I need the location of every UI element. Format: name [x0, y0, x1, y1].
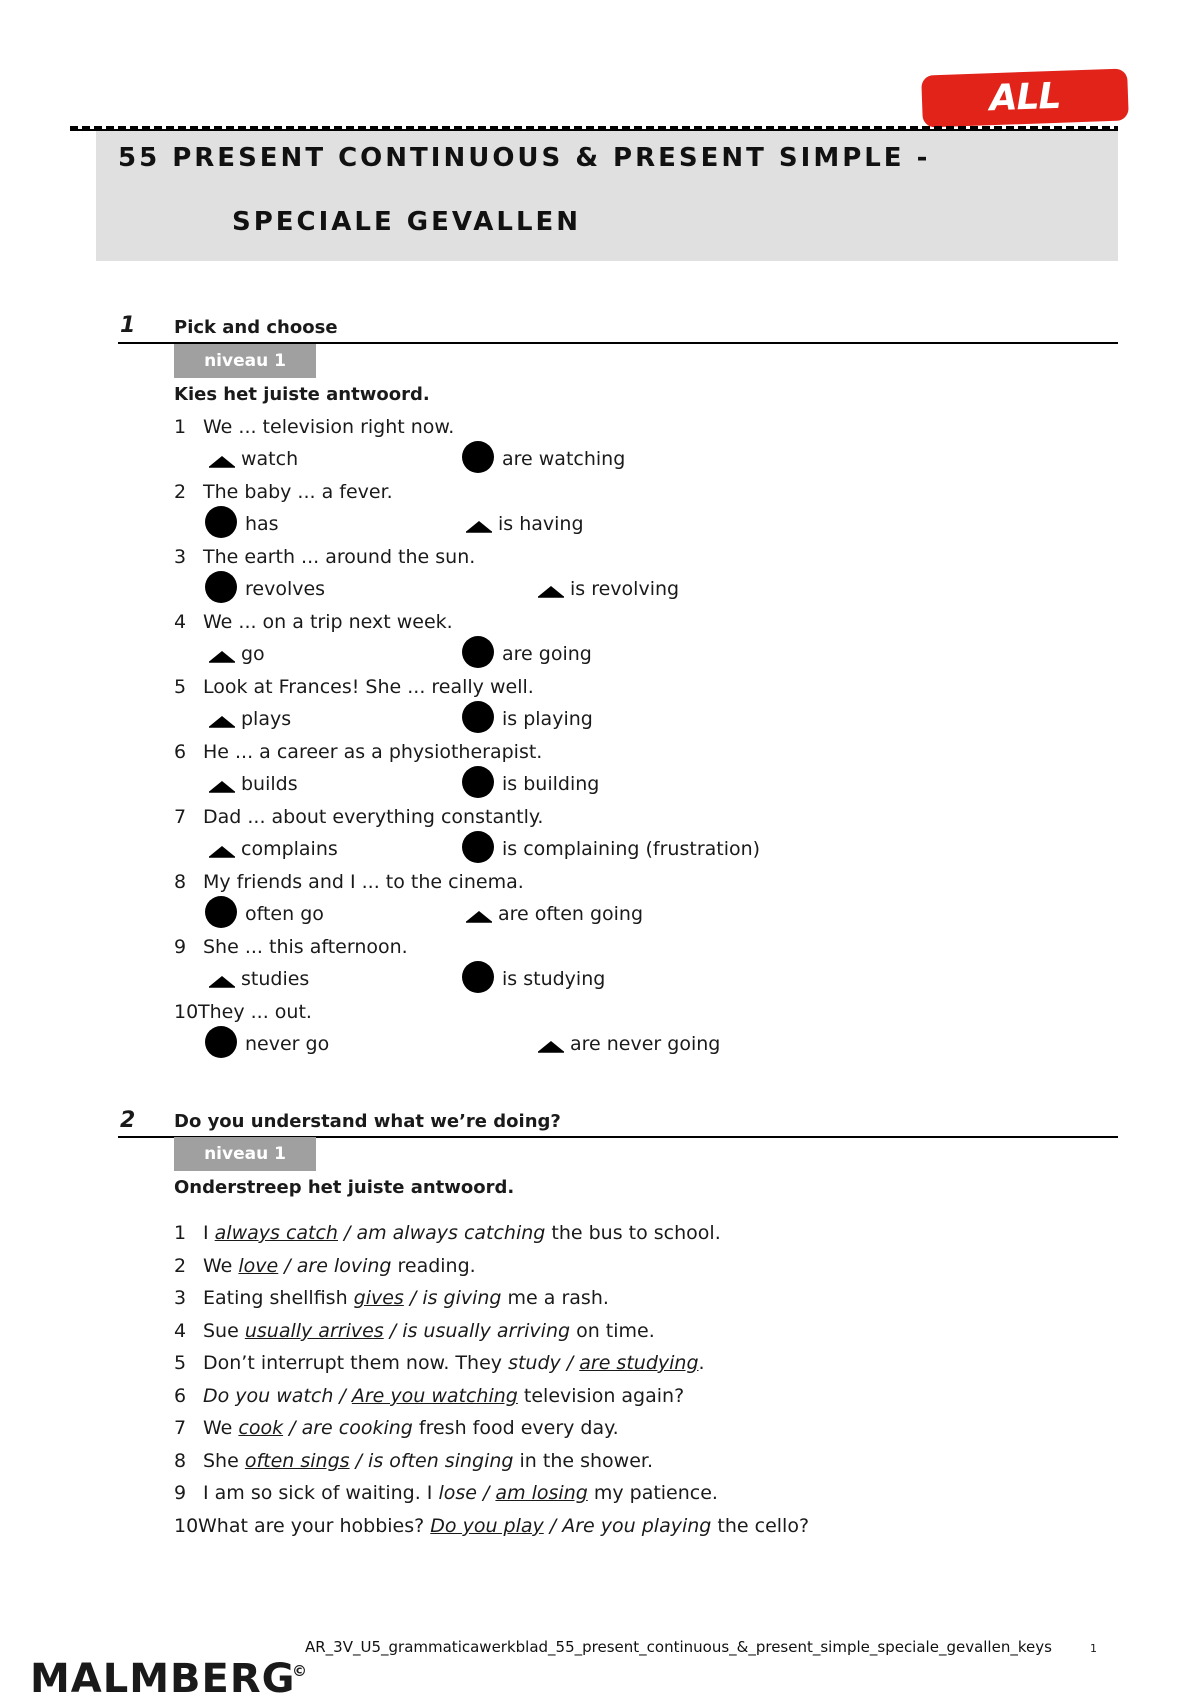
choice-option-1[interactable]: cook: [238, 1417, 284, 1439]
question-text: We ... on a trip next week.: [203, 611, 453, 633]
choice-option-1[interactable]: lose: [438, 1482, 477, 1504]
unselected-marker-icon: [209, 779, 235, 793]
choice-option-2[interactable]: Are you watching: [351, 1385, 518, 1407]
choice-separator: /: [337, 1222, 357, 1244]
option-a-label[interactable]: has: [245, 513, 279, 535]
option-b-label[interactable]: are going: [502, 643, 592, 665]
item-sentence: [203, 1482, 718, 1504]
choice-separator: /: [333, 1385, 352, 1407]
question-number: 3: [174, 546, 187, 568]
option-a-label[interactable]: go: [241, 643, 265, 665]
sentence-prefix: Eating shellfish: [203, 1287, 354, 1309]
option-a-label[interactable]: complains: [241, 838, 338, 860]
question-text: She ... this afternoon.: [203, 936, 408, 958]
item-sentence: [198, 1515, 809, 1537]
footer-page-number: 1: [1090, 1642, 1097, 1655]
unselected-marker-icon: [209, 714, 235, 728]
sentence-prefix: She: [203, 1450, 245, 1472]
item-number: 1: [174, 1222, 187, 1244]
sentence-prefix: I am so sick of waiting. I: [203, 1482, 439, 1504]
question-number: 6: [174, 741, 187, 763]
choice-option-1[interactable]: usually arrives: [244, 1320, 384, 1342]
section-2-instruction: Onderstreep het juiste antwoord.: [174, 1177, 515, 1198]
choice-separator: /: [349, 1450, 369, 1472]
sentence-prefix: What are your hobbies?: [198, 1515, 431, 1537]
choice-option-1[interactable]: Do you play: [430, 1515, 544, 1537]
selected-answer-dot[interactable]: [205, 896, 237, 928]
question-text: My friends and I ... to the cinema.: [203, 871, 524, 893]
option-a-label[interactable]: studies: [241, 968, 310, 990]
option-a-label[interactable]: often go: [245, 903, 324, 925]
selected-answer-dot[interactable]: [462, 831, 494, 863]
choice-option-2[interactable]: are loving: [296, 1255, 392, 1277]
unselected-marker-icon: [538, 1039, 564, 1053]
option-a-label[interactable]: watch: [241, 448, 299, 470]
sentence-suffix: me a rash.: [501, 1287, 609, 1309]
choice-option-2[interactable]: am always catching: [356, 1222, 546, 1244]
sentence-suffix: the cello?: [711, 1515, 810, 1537]
copyright-mark: ©: [292, 1662, 307, 1680]
option-a-label[interactable]: builds: [241, 773, 298, 795]
sentence-prefix: We: [203, 1255, 239, 1277]
unselected-marker-icon: [538, 584, 564, 598]
item-sentence: [203, 1450, 653, 1472]
page-title-line1: 55 PRESENT CONTINUOUS & PRESENT SIMPLE -: [118, 143, 931, 173]
item-number: 7: [174, 1417, 187, 1439]
choice-separator: /: [560, 1352, 580, 1374]
choice-separator: /: [383, 1320, 403, 1342]
choice-separator: /: [403, 1287, 423, 1309]
question-number: 2: [174, 481, 187, 503]
option-b-label[interactable]: are never going: [570, 1033, 721, 1055]
item-sentence: [203, 1417, 619, 1439]
malmberg-logo: MALMBERG: [30, 1656, 296, 1702]
option-b-label[interactable]: is playing: [502, 708, 593, 730]
choice-option-1[interactable]: study: [508, 1352, 561, 1374]
choice-option-2[interactable]: are cooking: [301, 1417, 413, 1439]
choice-separator: /: [278, 1255, 297, 1277]
section-2-level-badge: niveau 1: [174, 1137, 316, 1171]
question-text: Dad ... about everything constantly.: [203, 806, 544, 828]
section-2-number: 2: [120, 1108, 136, 1133]
item-number: 9: [174, 1482, 187, 1504]
item-sentence: [203, 1287, 609, 1309]
section-1-instruction: Kies het juiste antwoord.: [174, 384, 430, 405]
choice-option-2[interactable]: is often singing: [368, 1450, 514, 1472]
selected-answer-dot[interactable]: [462, 441, 494, 473]
choice-option-2[interactable]: Are you playing: [562, 1515, 712, 1537]
item-sentence: [203, 1222, 721, 1244]
selected-answer-dot[interactable]: [205, 1026, 237, 1058]
sentence-prefix: Don’t interrupt them now. They: [203, 1352, 509, 1374]
choice-separator: /: [543, 1515, 563, 1537]
choice-separator: /: [476, 1482, 496, 1504]
question-number: 7: [174, 806, 187, 828]
choice-option-2[interactable]: are studying: [579, 1352, 699, 1374]
question-text: We ... television right now.: [203, 416, 455, 438]
unselected-marker-icon: [209, 974, 235, 988]
option-b-label[interactable]: is studying: [502, 968, 606, 990]
item-number: 6: [174, 1385, 187, 1407]
footer-filename: AR_3V_U5_grammaticawerkblad_55_present_continuous_&_present_simple_speciale_gevallen_keys: [305, 1638, 1052, 1656]
choice-option-1[interactable]: always catch: [214, 1222, 338, 1244]
question-text: They ... out.: [198, 1001, 312, 1023]
choice-option-1[interactable]: often sings: [244, 1450, 350, 1472]
sentence-prefix: Sue: [203, 1320, 245, 1342]
item-sentence: [203, 1320, 655, 1342]
sentence-suffix: on time.: [570, 1320, 655, 1342]
item-number: 10: [174, 1515, 199, 1537]
page-title-line2: SPECIALE GEVALLEN: [232, 207, 582, 237]
choice-separator: /: [283, 1417, 302, 1439]
choice-option-1[interactable]: gives: [353, 1287, 404, 1309]
question-number: 1: [174, 416, 187, 438]
option-b-label[interactable]: is having: [498, 513, 584, 535]
choice-option-1[interactable]: love: [238, 1255, 279, 1277]
unselected-marker-icon: [466, 519, 492, 533]
sentence-suffix: my patience.: [587, 1482, 718, 1504]
sentence-suffix: in the shower.: [513, 1450, 653, 1472]
question-text: The baby ... a fever.: [203, 481, 393, 503]
unselected-marker-icon: [209, 844, 235, 858]
option-b-label[interactable]: is building: [502, 773, 600, 795]
option-b-label[interactable]: is revolving: [570, 578, 680, 600]
selected-answer-dot[interactable]: [462, 766, 494, 798]
sentence-prefix: We: [203, 1417, 239, 1439]
question-text: The earth ... around the sun.: [203, 546, 476, 568]
section-1-number: 1: [120, 313, 136, 338]
sentence-prefix: I: [203, 1222, 215, 1244]
sentence-suffix: .: [698, 1352, 705, 1374]
option-b-label[interactable]: are often going: [498, 903, 644, 925]
unselected-marker-icon: [209, 649, 235, 663]
question-number: 10: [174, 1001, 199, 1023]
question-number: 9: [174, 936, 187, 958]
question-number: 8: [174, 871, 187, 893]
choice-option-2[interactable]: is giving: [422, 1287, 502, 1309]
option-a-label[interactable]: revolves: [245, 578, 326, 600]
section-1-level-badge: niveau 1: [174, 344, 316, 378]
option-b-label[interactable]: is complaining (frustration): [502, 838, 761, 860]
item-number: 3: [174, 1287, 187, 1309]
unselected-marker-icon: [209, 454, 235, 468]
item-number: 4: [174, 1320, 187, 1342]
selected-answer-dot[interactable]: [462, 961, 494, 993]
option-a-label[interactable]: never go: [245, 1033, 330, 1055]
section-2-title: Do you understand what we’re doing?: [174, 1111, 561, 1132]
option-b-label[interactable]: are watching: [502, 448, 626, 470]
section-1-title: Pick and choose: [174, 317, 338, 338]
question-number: 5: [174, 676, 187, 698]
item-number: 2: [174, 1255, 187, 1277]
item-number: 8: [174, 1450, 187, 1472]
question-text: He ... a career as a physiotherapist.: [203, 741, 543, 763]
item-sentence: [203, 1385, 684, 1407]
all-right-logo: ALL: [921, 68, 1129, 127]
item-sentence: [203, 1255, 476, 1277]
choice-option-2[interactable]: is usually arriving: [402, 1320, 571, 1342]
unselected-marker-icon: [466, 909, 492, 923]
item-sentence: [203, 1352, 705, 1374]
sentence-suffix: television again?: [517, 1385, 685, 1407]
selected-answer-dot[interactable]: [462, 636, 494, 668]
sentence-suffix: the bus to school.: [545, 1222, 721, 1244]
choice-option-2[interactable]: am losing: [495, 1482, 588, 1504]
sentence-suffix: reading.: [391, 1255, 476, 1277]
selected-answer-dot[interactable]: [462, 701, 494, 733]
question-number: 4: [174, 611, 187, 633]
sentence-suffix: fresh food every day.: [412, 1417, 619, 1439]
choice-option-1[interactable]: Do you watch: [203, 1385, 334, 1407]
selected-answer-dot[interactable]: [205, 506, 237, 538]
item-number: 5: [174, 1352, 187, 1374]
option-a-label[interactable]: plays: [241, 708, 292, 730]
selected-answer-dot[interactable]: [205, 571, 237, 603]
question-text: Look at Frances! She ... really well.: [203, 676, 534, 698]
